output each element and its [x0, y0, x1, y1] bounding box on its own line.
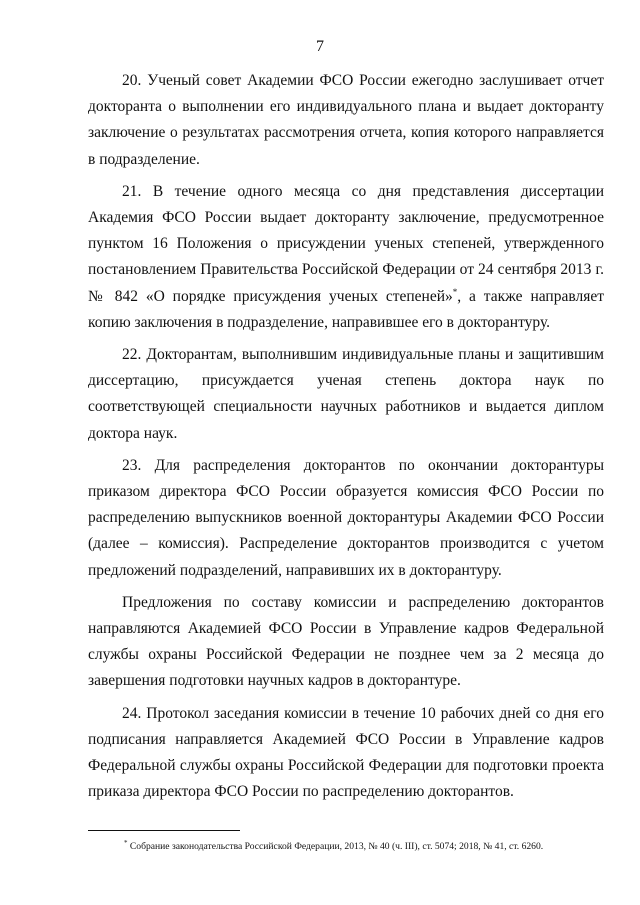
paragraph-proposals: Предложения по составу комиссии и распределению докторантов направляются Академией ФСО России в Управление кадров Федеральной службы охраны Российской Федерации не позднее чем за 2 месяца до завершения подготовки научных кадров в докторантуре.	[88, 593, 604, 690]
paragraph-23: 23. Для распределения докторантов по окончании докторантуры приказом директора ФСО России образуется комиссия ФСО России по распределению выпускников военной докторантуры Академии ФСО России (далее – комиссия). Распределение докторантов производится с учетом предложений подразделений, направивших их в докторантуру.	[88, 456, 604, 579]
footnote-reference: *	[452, 286, 458, 297]
paragraph-20: 20. Ученый совет Академии ФСО России ежегодно заслушивает отчет докторанта о выполнении его индивидуального плана и выдает докторанту заключение о результатах рассмотрения отчета, копия которого направляется в подразделение.	[88, 72, 604, 168]
paragraph-22: 22. Докторантам, выполнившим индивидуальные планы и защитившим диссертацию, присуждается ученая степень доктора наук по соответствующей специальности научных работников и выдается диплом доктора наук.	[88, 346, 604, 442]
body-text	[88, 68, 604, 811]
footnote-mark: *	[124, 839, 128, 847]
footnote	[124, 837, 604, 853]
paragraph-21-text-before: 21. В течение одного месяца со дня представления диссертации Академия ФСО России выдает докторанту заключение, предусмотренное пунктом 16 Положения о присуждении ученых степеней, утвержденного постановлением Правительства Российской Федерации от 24 сентября 2013 г. № 842 «О порядке присуждения ученых степеней»	[88, 182, 604, 305]
paragraph-21-text-after: , а также направляет копию заключения в подразделение, направившее его в докторантуру.	[88, 287, 604, 331]
page-number: 7	[316, 38, 324, 55]
paragraph-24: 24. Протокол заседания комиссии в течение 10 рабочих дней со дня его подписания направляется Академией ФСО России в Управление кадров Федеральной службы охраны Российской Федерации для подготовки проекта приказа директора ФСО России по распределению докторантов.	[88, 704, 604, 801]
footnote-separator	[88, 830, 240, 831]
footnote-text: Собрание законодательства Российской Федерации, 2013, № 40 (ч. III), ст. 5074; 2018, № 41, ст. 6260.	[127, 841, 544, 853]
paragraph-21	[88, 179, 604, 336]
